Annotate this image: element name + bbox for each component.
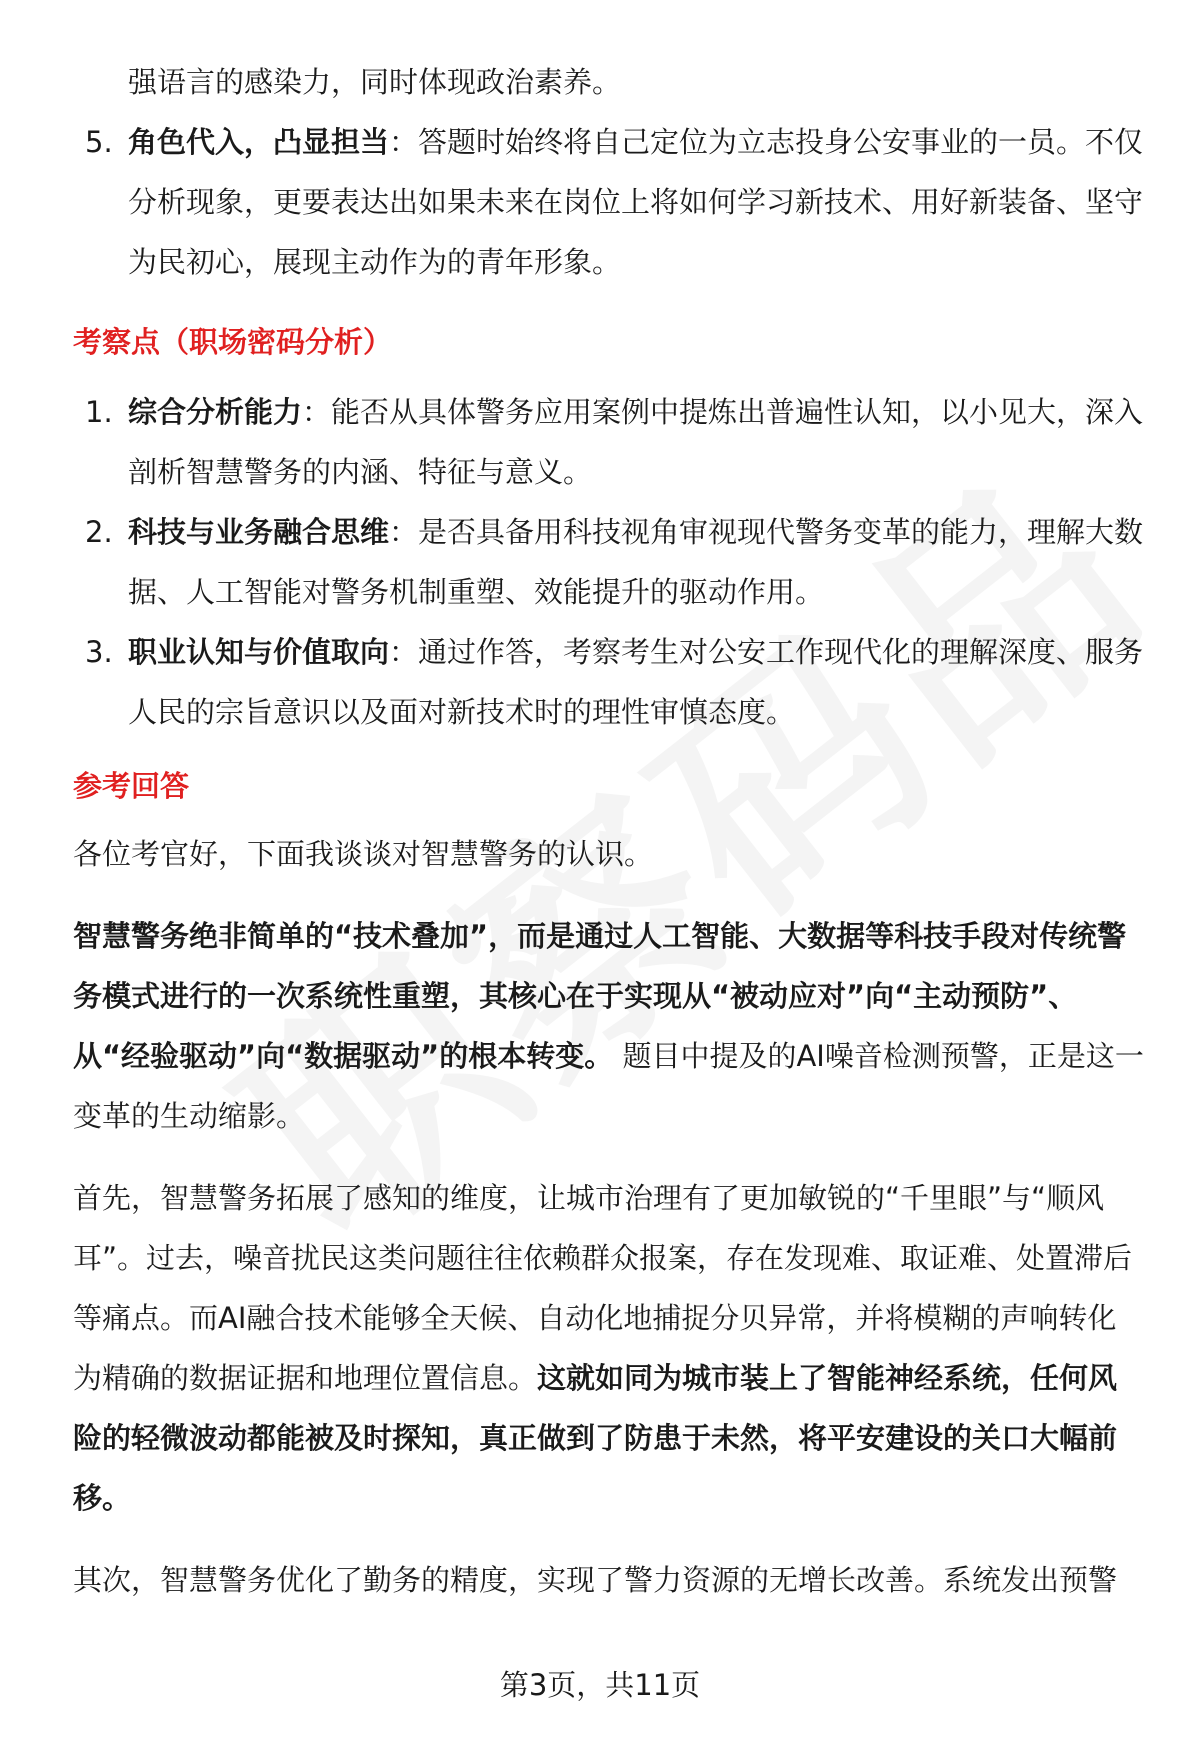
list-item-continuation: 强语言的感染力，同时体现政治素养。 <box>128 65 622 99</box>
answer-paragraph-3 <box>73 1168 1145 1528</box>
answer-paragraph-4: 其次，智慧警务优化了勤务的精度，实现了警力资源的无增长改善。系统发出预警 <box>73 1563 1118 1597</box>
list-item-text: ：通过作答，考察考生对公安工作现代化的理解深度、服务人民的宗旨意识以及面对新技术时的理性审慎态度。 <box>128 635 1144 729</box>
list-item-1 <box>73 382 1145 502</box>
paragraph-bold-text: 这就如同为城市装上了智能神经系统，任何风险的轻微波动都能被及时探知，真正做到了防患于未然，将平安建设的关口大幅前移。 <box>73 1361 1118 1515</box>
answer-paragraph-1: 各位考官好，下面我谈谈对智慧警务的认识。 <box>73 837 654 871</box>
paragraph-bold-text: 智慧警务绝非简单的“技术叠加”，而是通过人工智能、大数据等科技手段对传统警务模式进行的一次系统性重塑，其核心在于实现从“被动应对”向“主动预防”、从“经验驱动”向“数据驱动”的根本转变。 <box>73 919 1127 1073</box>
answer-paragraph-2 <box>73 906 1145 1146</box>
list-item-title: 科技与业务融合思维 <box>128 515 390 549</box>
page-footer: 第3页，共11页 <box>499 1668 701 1702</box>
document-body <box>73 52 1145 1610</box>
list-item-5 <box>73 112 1145 292</box>
list-item-number: 1. <box>85 395 113 429</box>
list-item-number: 2. <box>85 515 113 549</box>
list-item-2 <box>73 502 1145 622</box>
paragraph-text: 题目中提及的AI噪音检测预警，正是这一变革的生动缩影。 <box>73 1039 1144 1133</box>
list-item-text: ：答题时始终将自己定位为立志投身公安事业的一员。不仅分析现象，更要表达出如果未来在岗位上将如何学习新技术、用好新装备、坚守为民初心，展现主动作为的青年形象。 <box>128 125 1144 279</box>
list-item-title: 角色代入，凸显担当 <box>128 125 390 159</box>
paragraph-text: 首先，智慧警务拓展了感知的维度，让城市治理有了更加敏锐的“千里眼”与“顺风耳”。过去，噪音扰民这类问题往往依赖群众报案，存在发现难、取证难、处置滞后等痛点。而AI融合技术能够全天候、自动化地捕捉分贝异常，并将模糊的声响转化为精确的数据证据和地理位置信息。 <box>73 1181 1133 1395</box>
section-heading-kaocha: 考察点（职场密码分析） <box>73 325 393 359</box>
section-heading-answer: 参考回答 <box>73 769 190 803</box>
list-item-number: 5. <box>85 125 113 159</box>
list-item-number: 3. <box>85 635 113 669</box>
list-item-text: ：是否具备用科技视角审视现代警务变革的能力，理解大数据、人工智能对警务机制重塑、效能提升的驱动作用。 <box>128 515 1144 609</box>
list-item-title: 综合分析能力 <box>128 395 303 429</box>
list-item-text: ：能否从具体警务应用案例中提炼出普遍性认知，以小见大，深入剖析智慧警务的内涵、特征与意义。 <box>128 395 1144 489</box>
kaocha-list <box>73 382 1145 742</box>
list-item-title: 职业认知与价值取向 <box>128 635 390 669</box>
list-item-3 <box>73 622 1145 742</box>
